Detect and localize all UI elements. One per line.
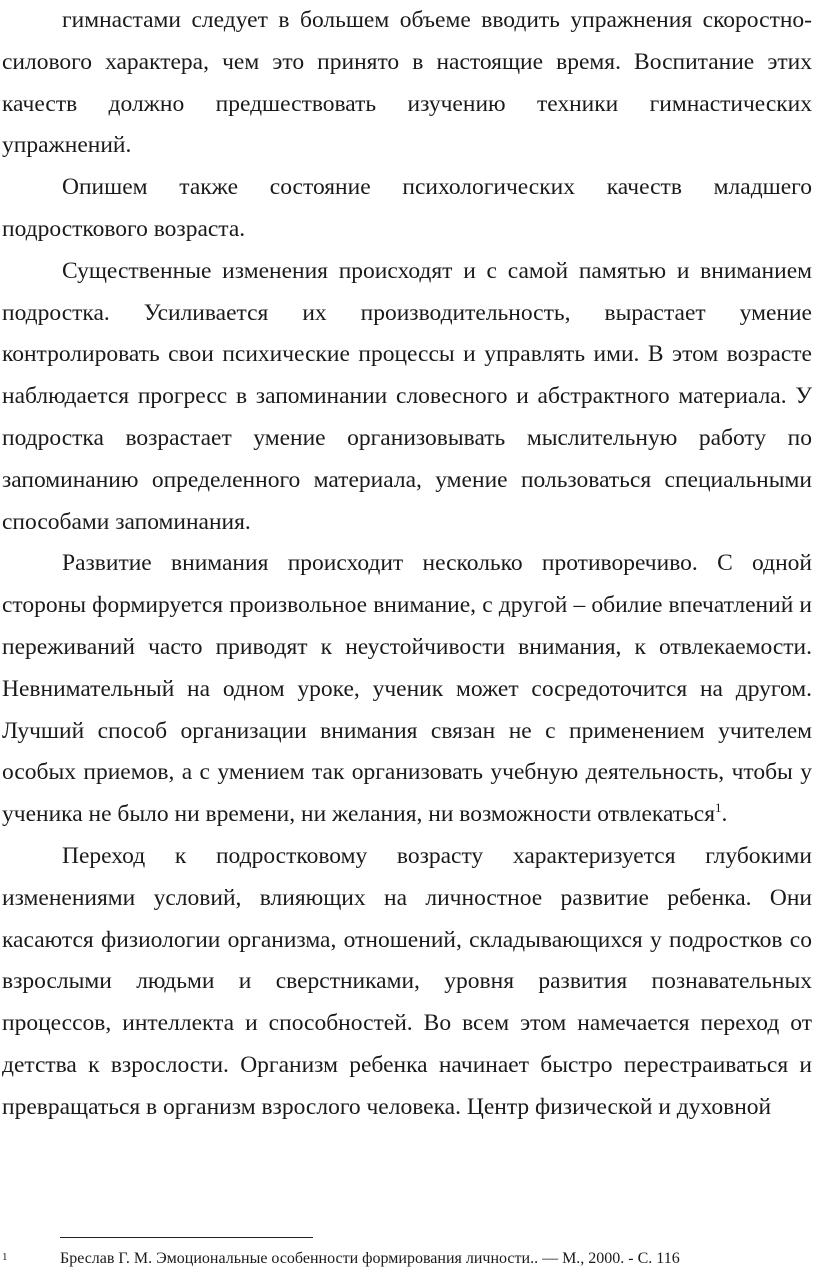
footnote-separator <box>60 1237 313 1238</box>
paragraph-4-text: Развитие внимания происходит несколько противоречиво. С одной стороны формируется произвольное внимание, с другой – обилие впечатлений и переживаний часто приводят к неустойчивости внимания, к отвлекаемости. Невнимательный на одном уроке, ученик может сосредоточится на другом. Лучший способ организации внимания связан не с применением учителем особых приемов, а с умением так организовать учебную деятельность, чтобы у ученика не было ни времени, ни желания, ни возможности отвлекаться <box>2 550 812 828</box>
paragraph-3 <box>2 251 812 544</box>
paragraph-4-trailer: . <box>721 801 728 828</box>
paragraph-2 <box>2 167 812 251</box>
paragraph-1-text: гимнастами следует в большем объеме вводить упражнения скоростно-силового характера, чем это принято в настоящие время. Воспитание этих качеств должно предшествовать изучению техники гимнастических упражнений. <box>2 7 812 159</box>
footnote-number: 1 <box>2 1251 8 1263</box>
paragraph-4 <box>2 543 812 836</box>
paragraph-1 <box>2 0 812 167</box>
footnote-text: Бреслав Г. М. Эмоциональные особенности формирования личности.. — М., 2000. - С. 116 <box>60 1250 680 1267</box>
paragraph-2-text: Опишем также состояние психологических качеств младшего подросткового возраста. <box>2 174 812 242</box>
body-text <box>2 0 812 1129</box>
paragraph-3-text: Существенные изменения происходят и с самой памятью и вниманием подростка. Усиливается их производительность, вырастает умение контролировать свои психические процессы и управлять ими. В этом возрасте наблюдается прогресс в запоминании словесного и абстрактного материала. У подростка возрастает умение организовывать мыслительную работу по запоминанию определенного материала, умение пользоваться специальными способами запоминания. <box>2 257 812 535</box>
paragraph-5-text: Переход к подростковому возрасту характеризуется глубокими изменениями условий, влияющих на личностное развитие ребенка. Они касаются физиологии организма, отношений, складывающихся у подростков со взрослыми людьми и сверстниками, уровня развития познавательных процессов, интеллекта и способностей. Во всем этом намечается переход от детства к взрослости. Организм ребенка начинает быстро перестраиваться и превращаться в организм взрослого человека. Центр физической и духовной <box>2 842 812 1120</box>
footnote <box>2 1249 792 1269</box>
paragraph-5 <box>2 836 812 1129</box>
footnote-reference[interactable]: 1 <box>715 800 722 816</box>
